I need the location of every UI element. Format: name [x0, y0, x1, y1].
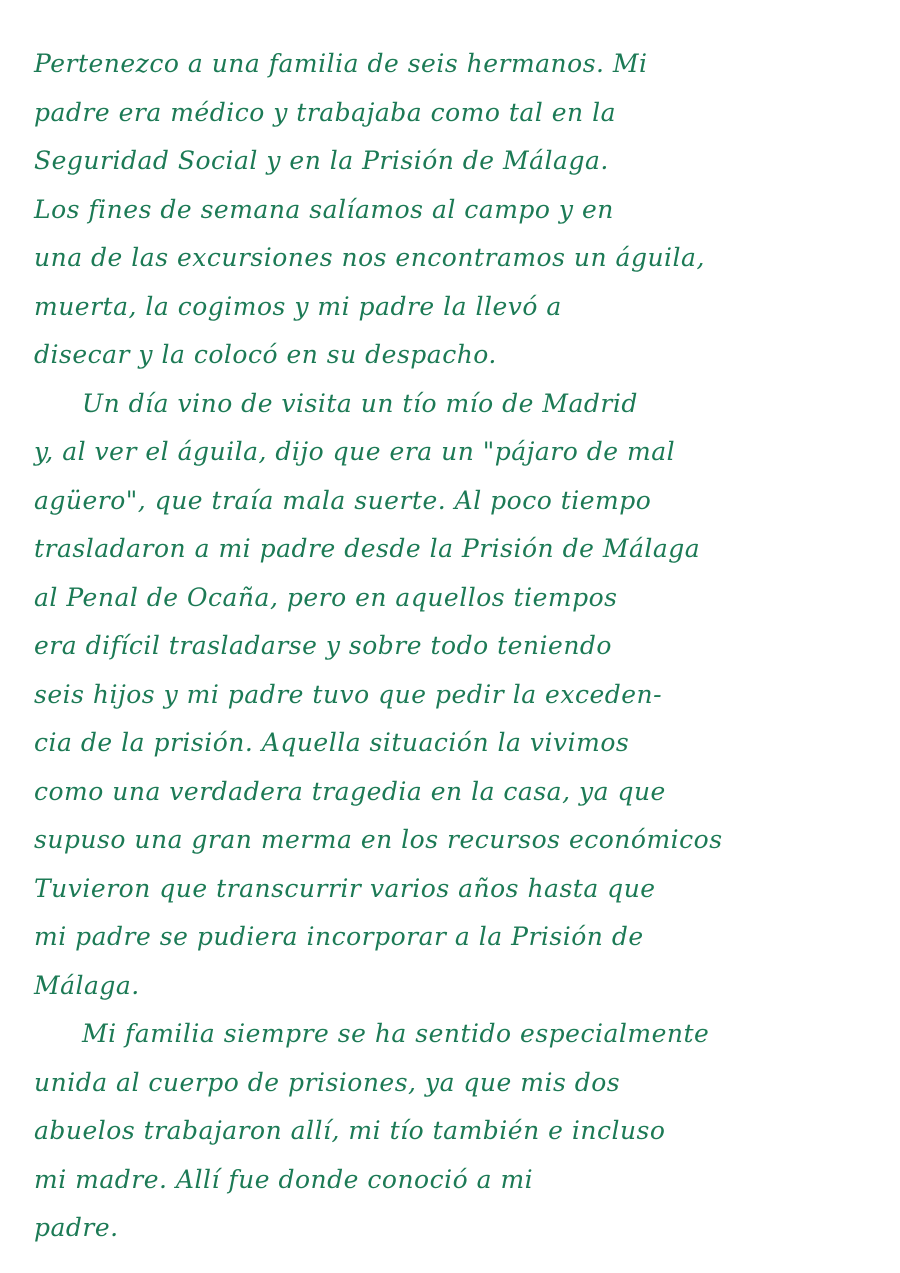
text-line: Seguridad Social y en la Prisión de Málaga. [34, 146, 609, 175]
text-line: Los fines de semana salíamos al campo y en [34, 194, 614, 224]
text-line: agüero", que traía mala suerte. Al poco tiempo [34, 485, 652, 515]
text-line: cia de la prisión. Aquella situación la vivimos [34, 728, 630, 757]
text-line: Málaga. [34, 970, 140, 1000]
text-line: Pertenezco a una familia de seis hermanos. Mi [34, 49, 648, 78]
text-line: Tuvieron que transcurrir varios años hasta que [34, 873, 656, 903]
text-line: muerta, la cogimos y mi padre la llevó a [34, 291, 562, 321]
text-line: al Penal de Ocaña, pero en aquellos tiempos [34, 582, 618, 612]
text-line: disecar y la colocó en su despacho. [34, 340, 497, 369]
text-line: Mi familia siempre se ha sentido especialmente [82, 1019, 710, 1048]
text-line: como una verdadera tragedia en la casa, ya que [34, 776, 666, 806]
text-line: mi madre. Allí fue donde conoció a mi [34, 1164, 534, 1194]
text-line: mi padre se pudiera incorporar a la Prisión de [34, 922, 644, 951]
text-line: una de las excursiones nos encontramos un águila, [34, 243, 705, 272]
text-line: seis hijos y mi padre tuvo que pedir la exceden- [34, 679, 663, 709]
text-line: padre era médico y trabajaba como tal en la [34, 97, 616, 127]
text-line: trasladaron a mi padre desde la Prisión de Málaga [34, 534, 701, 563]
text-line: unida al cuerpo de prisiones, ya que mis dos [34, 1067, 621, 1097]
handwritten-text [34, 40, 884, 1253]
text-line: y, al ver el águila, dijo que era un "pájaro de mal [34, 437, 676, 466]
text-line: padre. [34, 1213, 119, 1242]
text-line: Un día vino de visita un tío mío de Madrid [82, 388, 638, 418]
text-line: abuelos trabajaron allí, mi tío también e incluso [34, 1116, 666, 1145]
text-line: era difícil trasladarse y sobre todo teniendo [34, 631, 612, 660]
text-line: supuso una gran merma en los recursos económicos [34, 825, 723, 854]
